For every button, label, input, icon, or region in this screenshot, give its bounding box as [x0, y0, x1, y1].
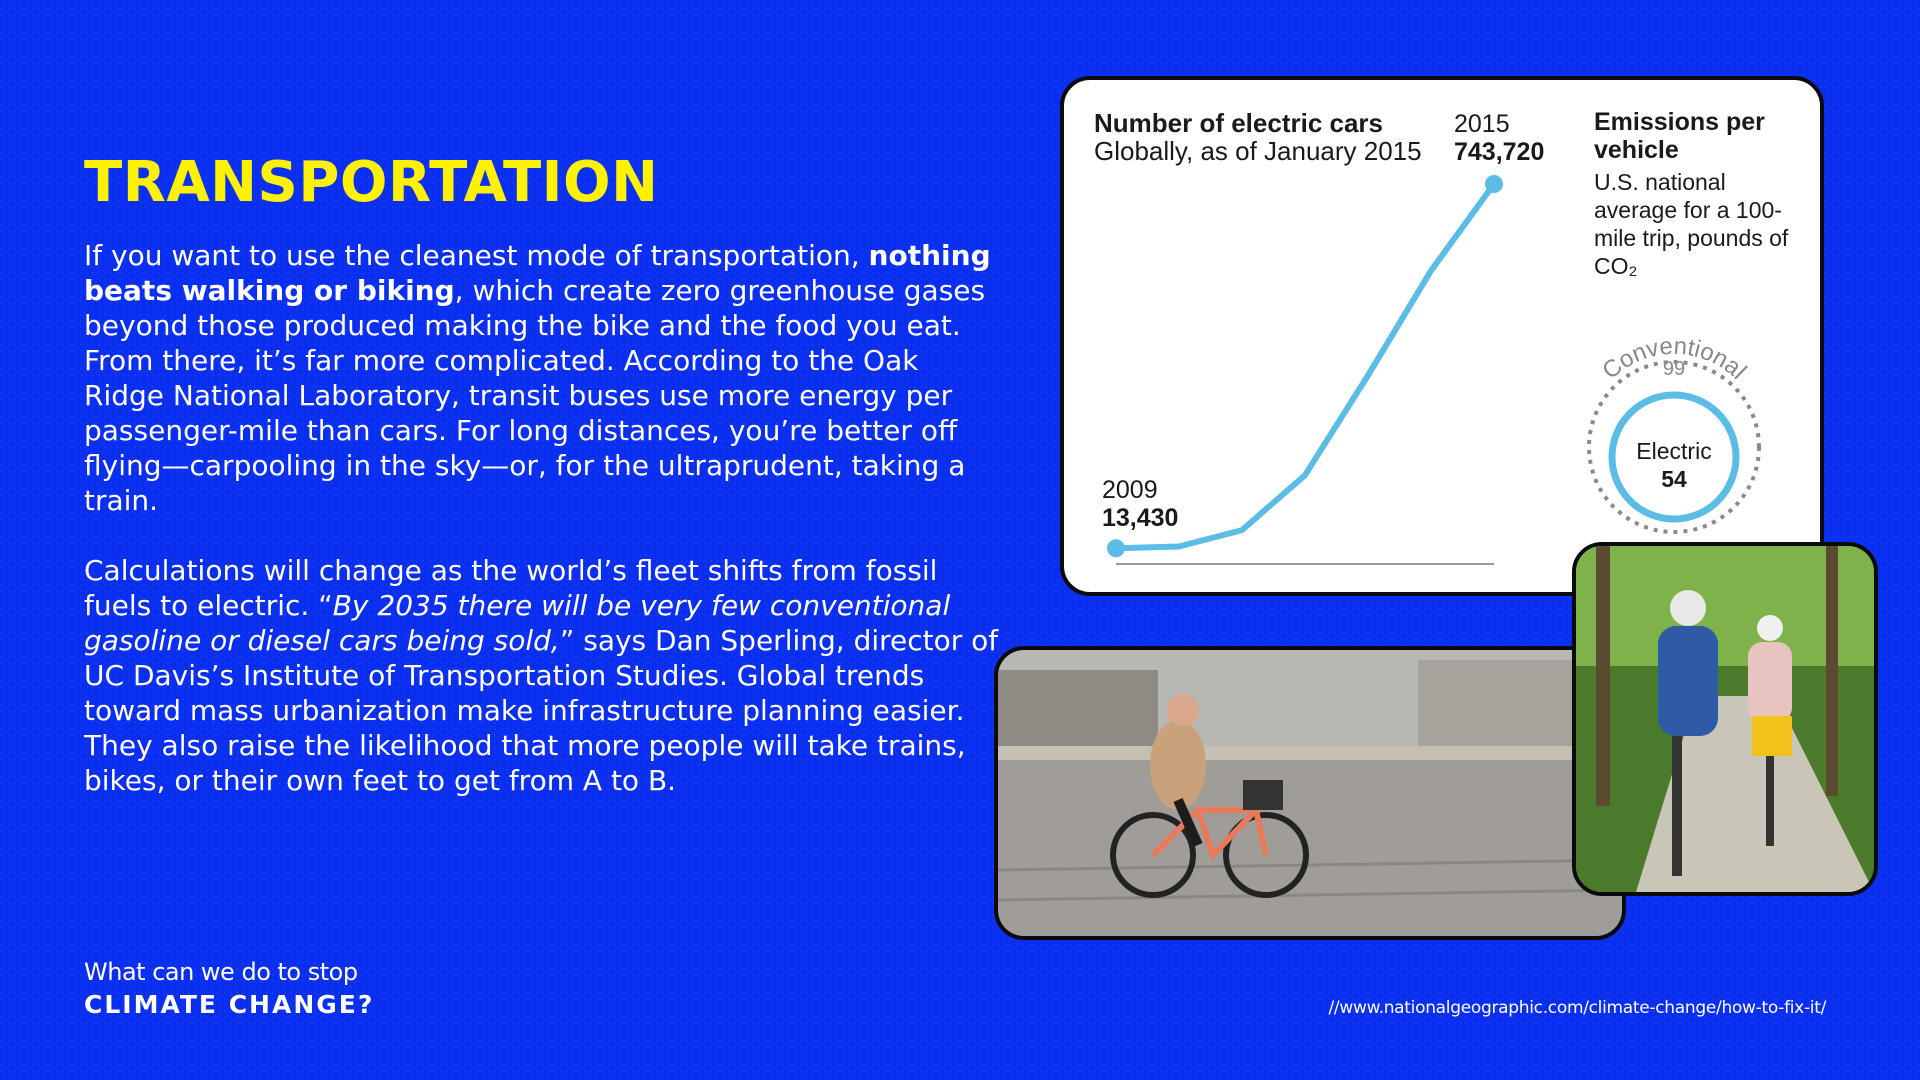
electric-cars-chart-card: [1060, 76, 1824, 596]
ev-growth-line: [1116, 184, 1494, 548]
rider-coat: [1150, 720, 1206, 810]
p2-rest: ” says Dan Sperling, director of UC Davis’s Institute of Transportation Studies. Global trends toward mass urbanization make infrastructure planning easier. They also raise the likelihood that more people will take trains, bikes, or their own feet to get from A to B.: [84, 624, 999, 797]
electric-label: Electric: [1636, 438, 1712, 464]
chart-subtitle: Globally, as of January 2015: [1094, 136, 1422, 166]
cyclist-pink-shirt: [1748, 642, 1792, 722]
p2-intro: Calculations will change as the world’s fleet shifts from fossil fuels to electric. “: [84, 554, 938, 622]
chart-title: Number of electric cars: [1094, 108, 1384, 138]
end-value-label: 743,720: [1454, 138, 1545, 166]
electric-value: 54: [1661, 466, 1687, 492]
ev-data-points: [1107, 175, 1503, 557]
paragraph-1: [84, 238, 1004, 518]
forest-path-illustration: [1576, 546, 1874, 892]
cyclist-helmet: [1670, 590, 1706, 626]
footer-topic: CLIMATE CHANGE?: [84, 990, 375, 1019]
tree-trunk-left: [1596, 546, 1610, 806]
end-point: [1485, 175, 1503, 193]
conventional-label: Conventional: [1597, 332, 1752, 385]
cyclist-blue-shirt: [1658, 626, 1718, 736]
emissions-title: Emissions per vehicle: [1594, 108, 1765, 164]
bike-wheel-2: [1766, 756, 1774, 846]
start-value-label: 13,430: [1102, 504, 1179, 532]
slide-title: TRANSPORTATION: [84, 150, 659, 215]
street-scene-illustration: [998, 650, 1622, 936]
bike-basket: [1243, 780, 1283, 810]
cyclist-helmet-2: [1757, 615, 1783, 641]
source-link[interactable]: //www.nationalgeographic.com/climate-change/how-to-fix-it/: [1328, 998, 1826, 1018]
footer-question: What can we do to stop: [84, 958, 358, 986]
bike-wheel-front: [1672, 736, 1682, 876]
tree-trunk-right: [1826, 546, 1838, 796]
conventional-value: 99: [1662, 358, 1686, 380]
p2-quote: By 2035 there will be very few conventional gasoline or diesel cars being sold,: [84, 589, 951, 657]
start-year-label: 2009: [1102, 476, 1158, 504]
paragraph-2: [84, 553, 1004, 798]
street-cyclist-photo: [994, 646, 1626, 940]
body-text: [84, 238, 1004, 833]
road-surface: [998, 760, 1622, 936]
sidewalk: [998, 746, 1622, 760]
p1-intro: If you want to use the cleanest mode of transportation,: [84, 239, 860, 272]
end-year-label: 2015: [1454, 110, 1510, 138]
p1-emphasis: nothing beats walking or biking: [84, 239, 991, 307]
forest-cyclists-photo: [1572, 542, 1878, 896]
p1-rest: , which create zero greenhouse gases beyond those produced making the bike and the food you eat. From there, it’s far more complicated. According to the Oak Ridge National Laboratory, transit buses use more energy per passenger-mile than cars. For long distances, you’re better off flying—carpooling in the sky—or, for the ultraprudent, taking a train.: [84, 274, 986, 517]
rider-head: [1167, 694, 1199, 726]
start-point: [1107, 539, 1125, 557]
emissions-description: U.S. national average for a 100-mile trip, pounds of CO₂: [1594, 169, 1789, 279]
cyclist-yellow-pants: [1752, 716, 1792, 756]
